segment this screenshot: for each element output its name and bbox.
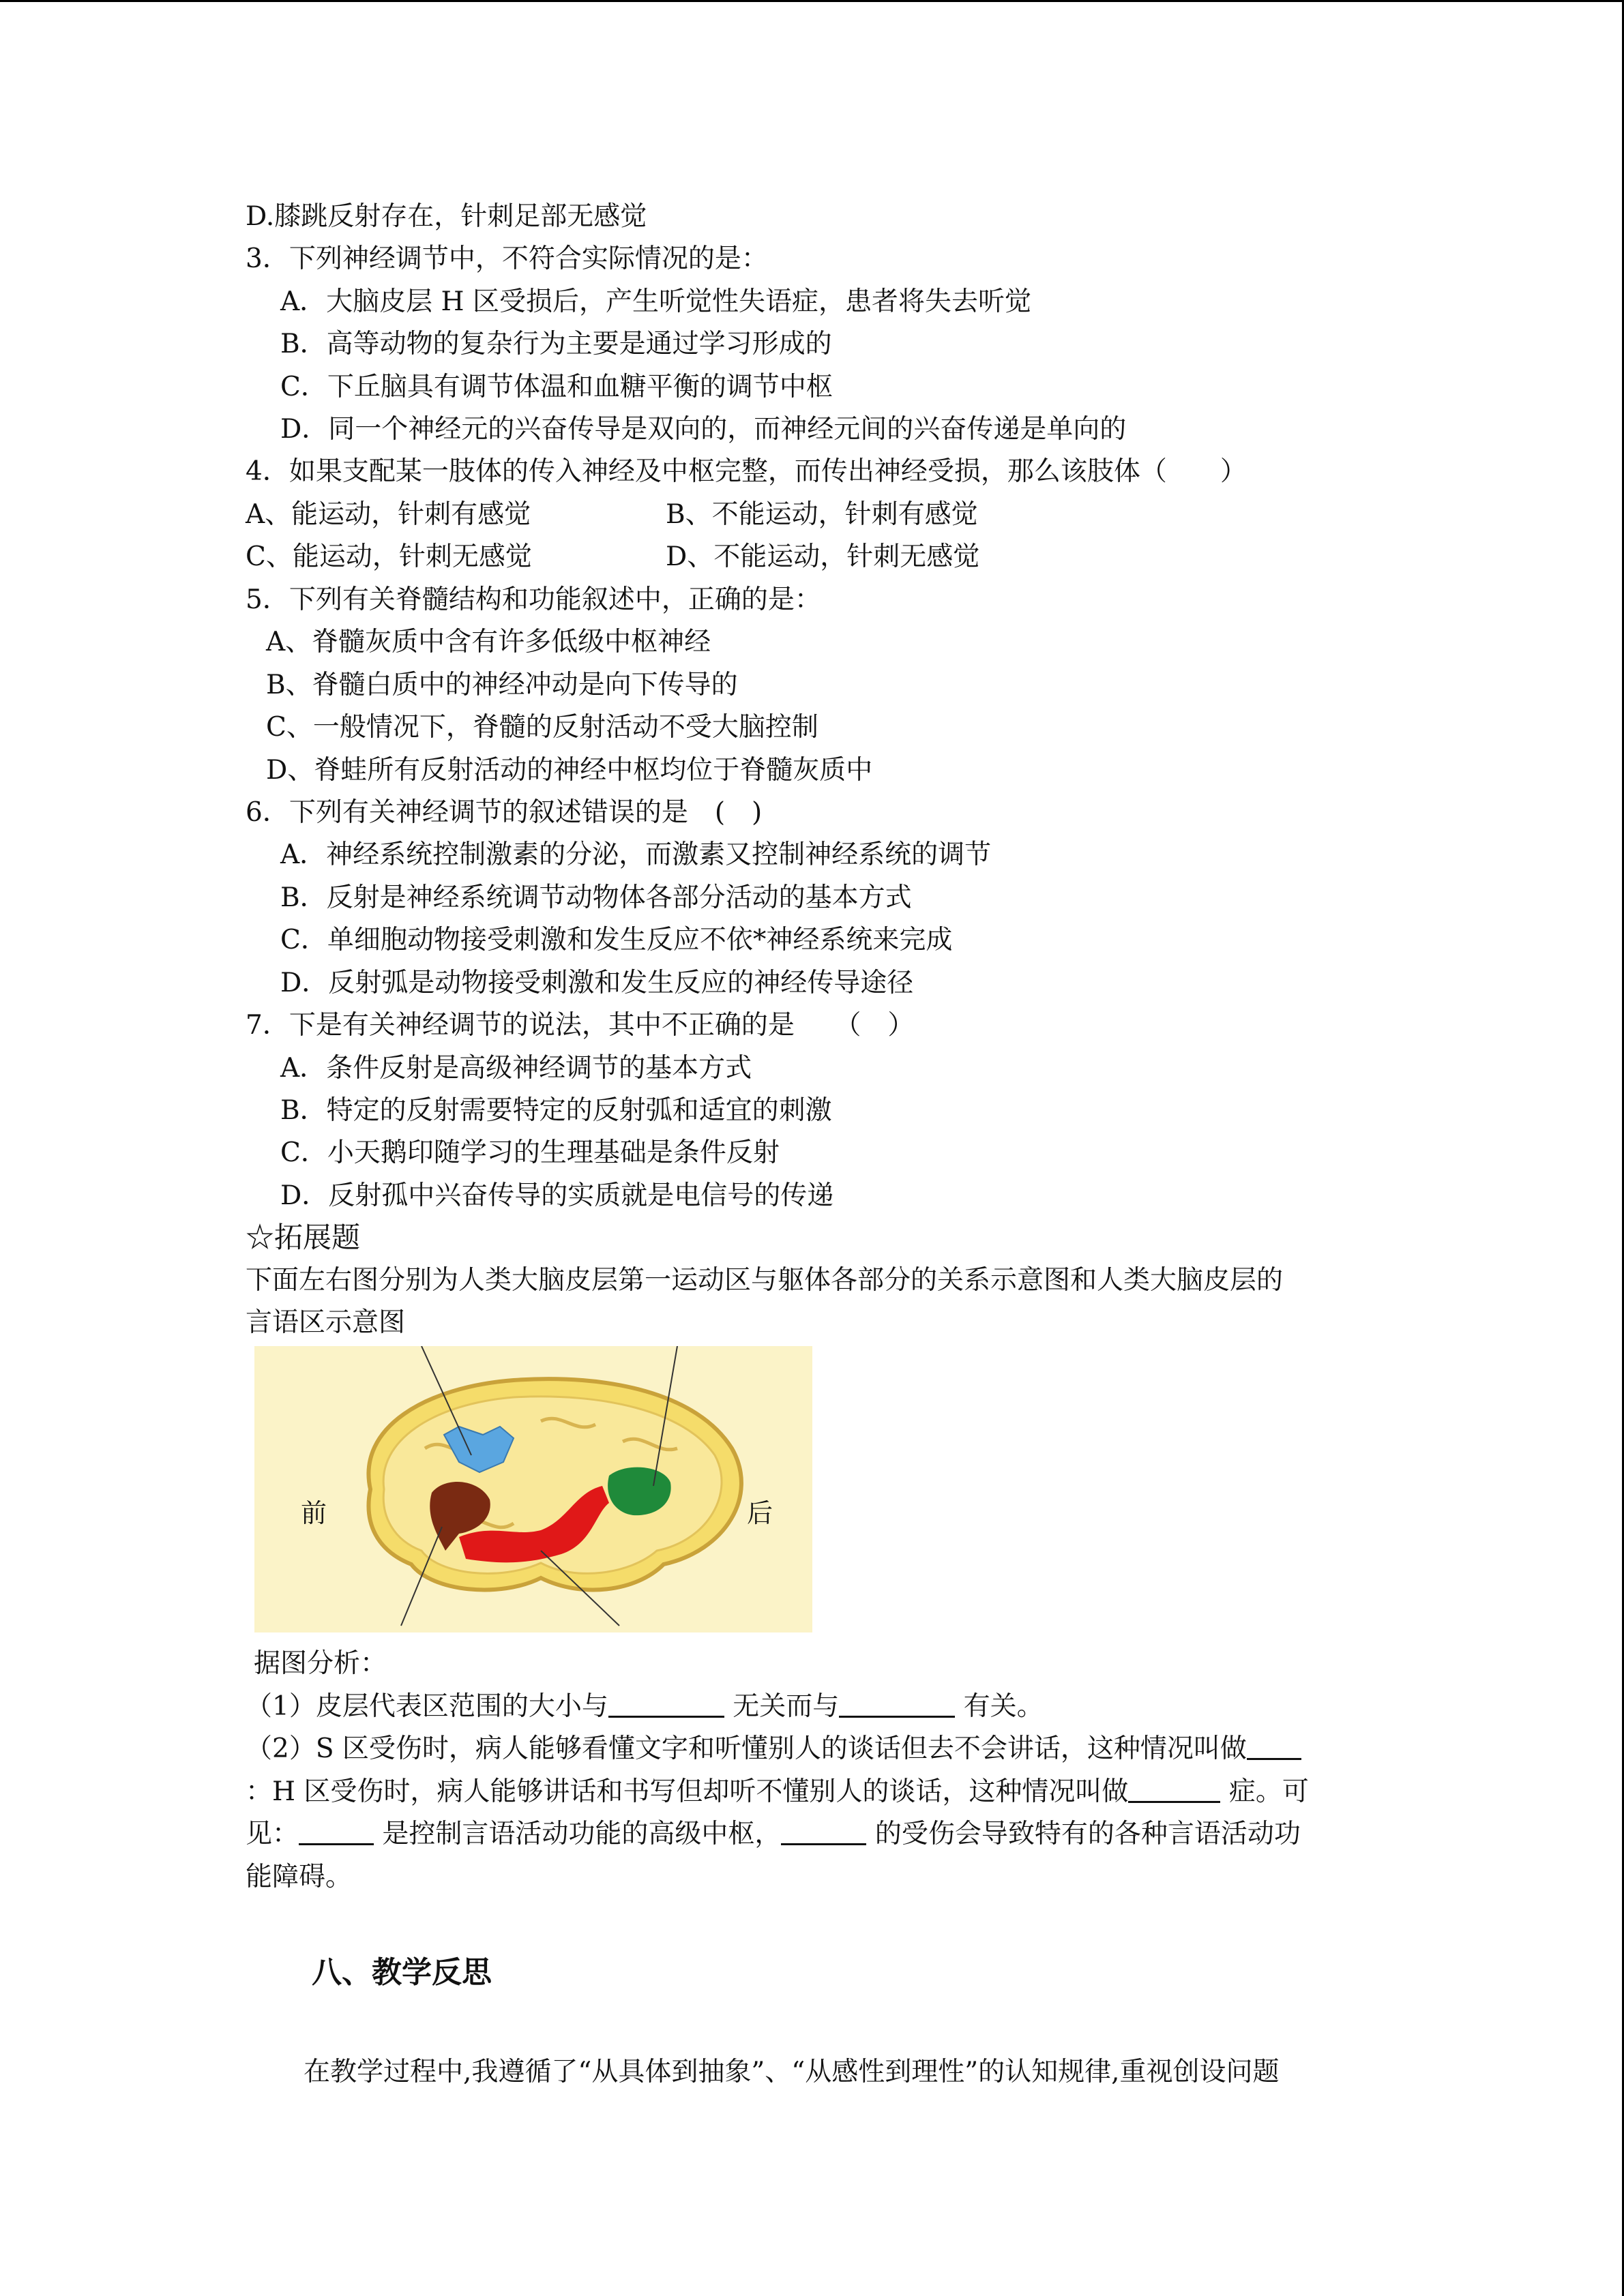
- question-7: 7．下是有关神经调节的说法，其中不正确的是 （ ）: [246, 1010, 915, 1041]
- answer-2-blank-1[interactable]: [1247, 1735, 1301, 1760]
- answer-1-mid: 无关而与: [724, 1691, 840, 1722]
- q7-option-c: C．小天鹅印随学习的生理基础是条件反射: [280, 1137, 780, 1168]
- q4-option-a: A、能运动，针刺有感觉: [246, 499, 531, 530]
- answer-2-line-2: [246, 1775, 1309, 1809]
- q4-option-d: D、不能运动，针刺无感觉: [666, 541, 980, 572]
- figure-label-back: 后: [747, 1498, 773, 1528]
- answer-1-pre: （1）皮层代表区范围的大小与: [246, 1691, 608, 1722]
- answer-2-text-1: （2）S 区受伤时，病人能够看懂文字和听懂别人的谈话但去不会讲话，这种情况叫做: [246, 1733, 1247, 1764]
- answer-2-blank-4[interactable]: [781, 1820, 866, 1845]
- answer-1-blank-1[interactable]: [608, 1693, 724, 1718]
- q4-option-c: C、能运动，针刺无感觉: [246, 541, 532, 572]
- section-8-title: 八、教学反思: [312, 1955, 492, 1990]
- q7-option-a: A．条件反射是高级神经调节的基本方式: [280, 1053, 752, 1084]
- q3-option-b: B．高等动物的复杂行为主要是通过学习形成的: [280, 329, 832, 359]
- question-4: 4．如果支配某一肢体的传入神经及中枢完整，而传出神经受损，那么该肢体（ ）: [246, 456, 1247, 487]
- analysis-heading: 据图分析：: [254, 1648, 387, 1679]
- answer-2-text-3-pre: 见：: [246, 1819, 299, 1849]
- q2-option-d: D.膝跳反射存在，针刺足部无感觉: [246, 201, 647, 232]
- answer-2-line-1: [246, 1732, 1301, 1766]
- brain-language-area-figure: [254, 1346, 812, 1632]
- q5-option-a: A、脊髓灰质中含有许多低级中枢神经: [266, 627, 711, 657]
- q5-option-b: B、脊髓白质中的神经冲动是向下传导的: [266, 670, 738, 700]
- q5-option-c: C、一般情况下，脊髓的反射活动不受大脑控制: [266, 712, 818, 743]
- extension-intro-1: 下面左右图分别为人类大脑皮层第一运动区与躯体各部分的关系示意图和人类大脑皮层的: [246, 1265, 1284, 1296]
- q5-option-d: D、脊蛙所有反射活动的神经中枢均位于脊髓灰质中: [266, 755, 873, 786]
- answer-1-line: [246, 1690, 1044, 1724]
- q6-option-b: B．反射是神经系统调节动物体各部分活动的基本方式: [280, 882, 912, 913]
- q7-option-d: D．反射孤中兴奋传导的实质就是电信号的传递: [280, 1180, 834, 1211]
- answer-2-text-3-post: 的受伤会导致特有的各种言语活动功: [866, 1819, 1301, 1849]
- q3-option-a: A．大脑皮层 H 区受损后，产生听觉性失语症，患者将失去听觉: [280, 286, 1031, 317]
- answer-2-line-4: 能障碍。: [246, 1862, 353, 1892]
- reflection-paragraph: 在教学过程中,我遵循了“从具体到抽象”、“从感性到理性”的认知规律,重视创设问题: [304, 2057, 1280, 2087]
- answer-2-line-3: [246, 1817, 1301, 1851]
- question-6: 6．下列有关神经调节的叙述错误的是 ( ): [246, 797, 763, 828]
- q3-option-d: D．同一个神经元的兴奋传导是双向的，而神经元间的兴奋传递是单向的: [280, 414, 1127, 445]
- answer-2-text-2-post: 症。可: [1220, 1776, 1309, 1807]
- extension-title: ☆拓展题: [246, 1221, 361, 1254]
- q3-option-c: C．下丘脑具有调节体温和血糖平衡的调节中枢: [280, 372, 833, 402]
- extension-intro-2: 言语区示意图: [246, 1307, 406, 1338]
- q7-option-b: B．特定的反射需要特定的反射弧和适宜的刺激: [280, 1095, 832, 1126]
- q4-option-b: B、不能运动，针刺有感觉: [666, 499, 978, 530]
- answer-2-text-3-mid: 是控制言语活动功能的高级中枢，: [374, 1819, 782, 1849]
- answer-1-blank-2[interactable]: [839, 1693, 955, 1718]
- answer-2-blank-3[interactable]: [299, 1820, 374, 1845]
- answer-1-post: 有关。: [955, 1691, 1044, 1722]
- q6-option-c: C．单细胞动物接受刺激和发生反应不依*神经系统来完成: [280, 925, 953, 955]
- answer-2-text-2: ：H 区受伤时，病人能够讲话和书写但却听不懂别人的谈话，这种情况叫做: [246, 1776, 1129, 1807]
- page-top-border: [0, 0, 1624, 2]
- q6-option-a: A．神经系统控制激素的分泌，而激素又控制神经系统的调节: [280, 839, 992, 870]
- q6-option-d: D．反射弧是动物接受刺激和发生反应的神经传导途径: [280, 968, 914, 998]
- question-5: 5．下列有关脊髓结构和功能叙述中，正确的是：: [246, 584, 821, 615]
- question-3: 3．下列神经调节中，不符合实际情况的是：: [246, 243, 768, 274]
- figure-label-front: 前: [301, 1498, 327, 1528]
- answer-2-blank-2[interactable]: [1128, 1778, 1220, 1803]
